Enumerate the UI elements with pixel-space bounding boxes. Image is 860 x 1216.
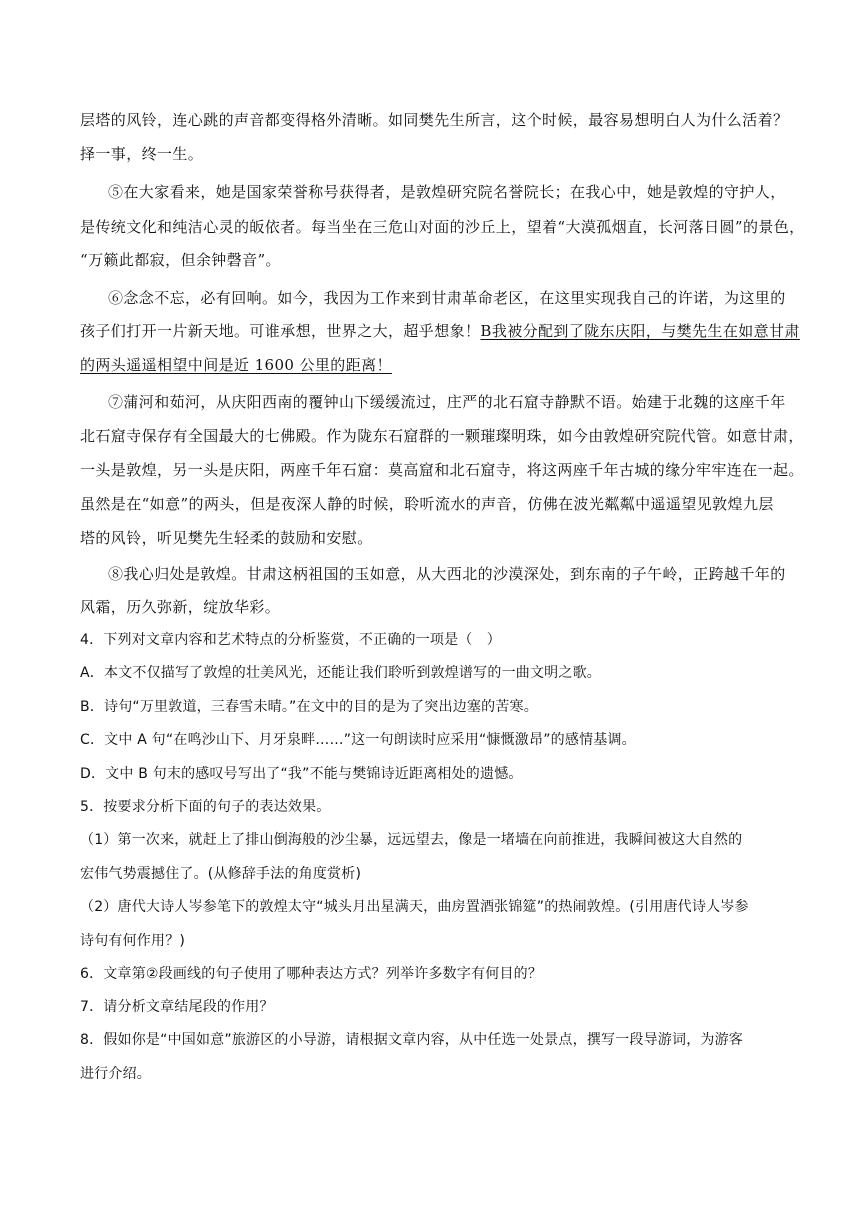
- question-5-part-2: （2）唐代大诗人岑参笔下的敦煌太守“城头月出星满天，曲房置酒张锦筵”的热闹敦煌。(引用唐代诗人岑参: [80, 899, 749, 915]
- option-c: C．文中 A 句“在鸣沙山下、月牙泉畔……”这一句朗读时应采用“慷慨激昂”的感情基调。: [80, 732, 636, 748]
- paragraph-line: 是传统文化和纯洁心灵的皈依者。每当坐在三危山对面的沙丘上，望着“大漠孤烟直，长河落日圆”的景色，: [80, 218, 805, 236]
- option-a: A．本文不仅描写了敦煌的壮美风光，还能让我们聆听到敦煌谱写的一曲文明之歌。: [80, 665, 601, 681]
- paragraph-6-line: ⑥念念不忘，必有回响。如今，我因为工作来到甘肃革命老区，在这里实现我自己的许诺，为这里的: [108, 289, 786, 307]
- option-d: D．文中 B 句末的感叹号写出了“我”不能与樊锦诗近距离相处的遗憾。: [80, 766, 523, 782]
- question-5-part-1-cont: 宏伟气势震撼住了。(从修辞手法的角度赏析): [80, 866, 362, 882]
- question-5-part-1: （1）第一次来，就赶上了排山倒海般的沙尘暴，远远望去，像是一堵墙在向前推进，我瞬间被这大自然的: [80, 832, 743, 848]
- question-8: 8．假如你是“中国如意”旅游区的小导游，请根据文章内容，从中任选一处景点，撰写一段导游词，为游客: [80, 1032, 744, 1048]
- paragraph-line: 虽然是在“如意”的两头，但是夜深人静的时候，聆听流水的声音，仿佛在波光粼粼中遥遥望见敦煌九层: [80, 495, 774, 513]
- question-6: 6．文章第②段画线的句子使用了哪种表达方式？列举许多数字有何目的？: [80, 966, 543, 982]
- paragraph-7-line: ⑦蒲河和茹河，从庆阳西南的覆钟山下缓缓流过，庄严的北石窟寺静默不语。始建于北魏的这座千年: [108, 393, 786, 411]
- plain-text: 孩子们打开一片新天地。可谁承想，世界之大，超乎想象！: [80, 322, 481, 340]
- paragraph-line: 北石窟寺保存有全国最大的七佛殿。作为陇东石窟群的一颗璀璨明珠，如今由敦煌研究院代管。如意甘肃，: [80, 427, 804, 445]
- option-b: B．诗句“万里敦道，三春雪未晴。”在文中的目的是为了突出边塞的苦寒。: [80, 699, 538, 715]
- question-7: 7．请分析文章结尾段的作用？: [80, 999, 274, 1015]
- paragraph-5-line: ⑤在大家看来，她是国家荣誉称号获得者，是敦煌研究院名誉院长；在我心中，她是敦煌的守护人，: [108, 183, 786, 201]
- paragraph-line: [80, 321, 800, 341]
- question-8-cont: 进行介绍。: [80, 1066, 151, 1082]
- paragraph-8-line: ⑧我心归处是敦煌。甘肃这柄祖国的玉如意，从大西北的沙漠深处，到东南的子午岭，正跨越千年的: [108, 565, 786, 583]
- underlined-sentence-b: B我被分配到了陇东庆阳，与樊先生在如意甘肃: [480, 322, 800, 340]
- paragraph-line: “万籁此都寂，但余钟磬音”。: [80, 251, 281, 269]
- paragraph-line: 层塔的风铃，连心跳的声音都变得格外清晰。如同樊先生所言，这个时候，最容易想明白人为什么活着？: [80, 111, 789, 129]
- paragraph-line: 一头是敦煌，另一头是庆阳，两座千年石窟：莫高窟和北石窟寺，将这两座千年古城的缘分牢牢连在一起。: [80, 461, 804, 479]
- paragraph-line: 择一事，终一生。: [80, 145, 204, 163]
- question-5-part-2-cont: 诗句有何作用？): [80, 933, 186, 949]
- question-5: 5．按要求分析下面的句子的表达效果。: [80, 799, 331, 815]
- paragraph-line: 塔的风铃，听见樊先生轻柔的鼓励和安慰。: [80, 529, 373, 547]
- underlined-sentence-b-continued: 的两头遥遥相望中间是近 1600 公里的距离！: [80, 356, 392, 374]
- paragraph-line: 风霜，历久弥新，绽放华彩。: [80, 598, 281, 616]
- question-4: 4．下列对文章内容和艺术特点的分析鉴赏，不正确的一项是（ ）: [80, 632, 501, 648]
